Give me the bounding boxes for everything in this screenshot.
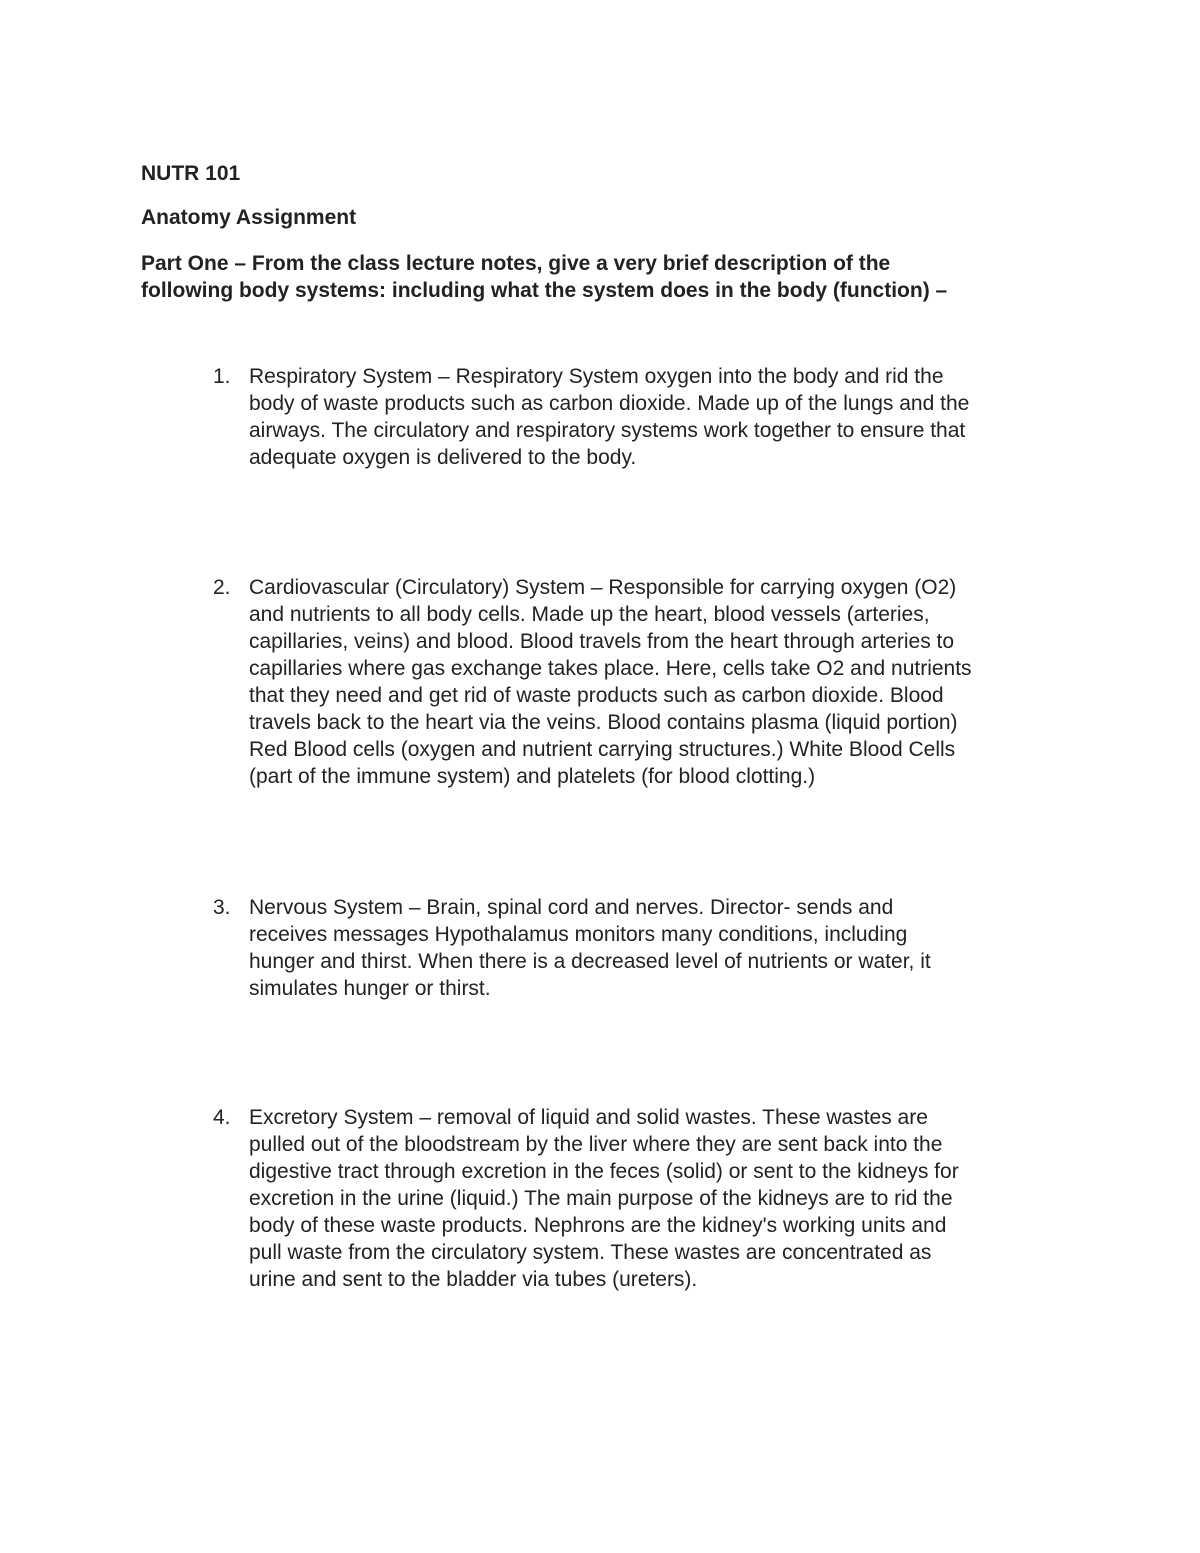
- list-item-text: [249, 894, 1099, 1002]
- list-item-line: pulled out of the bloodstream by the liver where they are sent back into the: [249, 1133, 943, 1156]
- list-item-line: Nervous System – Brain, spinal cord and nerves. Director- sends and: [249, 896, 894, 919]
- list-item-number: 4.: [213, 1106, 231, 1129]
- part-heading-line: following body systems: including what the system does in the body (function) –: [141, 279, 948, 302]
- list-item-line: digestive tract through excretion in the feces (solid) or sent to the kidneys for: [249, 1160, 959, 1183]
- list-item-line: Excretory System – removal of liquid and solid wastes. These wastes are: [249, 1106, 928, 1129]
- list-item-line: (part of the immune system) and platelets (for blood clotting.): [249, 765, 816, 788]
- list-item-line: simulates hunger or thirst.: [249, 977, 491, 1000]
- list-item-line: capillaries where gas exchange takes place. Here, cells take O2 and nutrients: [249, 657, 972, 680]
- list-item-line: that they need and get rid of waste products such as carbon dioxide. Blood: [249, 684, 944, 707]
- list-item-line: Respiratory System – Respiratory System oxygen into the body and rid the: [249, 365, 944, 388]
- course-code: NUTR 101: [141, 162, 241, 185]
- list-item-line: adequate oxygen is delivered to the body.: [249, 446, 637, 469]
- list-item-line: Cardiovascular (Circulatory) System – Responsible for carrying oxygen (O2): [249, 576, 957, 599]
- assignment-title: Anatomy Assignment: [141, 206, 357, 229]
- list-item-line: body of these waste products. Nephrons are the kidney's working units and: [249, 1214, 947, 1237]
- part-heading-line: Part One – From the class lecture notes, give a very brief description of the: [141, 252, 891, 275]
- list-item-line: hunger and thirst. When there is a decreased level of nutrients or water, it: [249, 950, 931, 973]
- list-item-text: [249, 1104, 1099, 1293]
- list-item-text: [249, 574, 1099, 790]
- list-item-number: 2.: [213, 576, 231, 599]
- list-item-line: capillaries, veins) and blood. Blood travels from the heart through arteries to: [249, 630, 955, 653]
- list-item-line: receives messages Hypothalamus monitors many conditions, including: [249, 923, 908, 946]
- list-item-line: body of waste products such as carbon dioxide. Made up of the lungs and the: [249, 392, 970, 415]
- list-item-line: travels back to the heart via the veins. Blood contains plasma (liquid portion): [249, 711, 958, 734]
- list-item-line: pull waste from the circulatory system. These wastes are concentrated as: [249, 1241, 932, 1264]
- list-item-line: Red Blood cells (oxygen and nutrient carrying structures.) White Blood Cells: [249, 738, 956, 761]
- list-item-line: and nutrients to all body cells. Made up the heart, blood vessels (arteries,: [249, 603, 930, 626]
- list-item-number: 3.: [213, 896, 231, 919]
- list-item-line: urine and sent to the bladder via tubes (ureters).: [249, 1268, 698, 1291]
- list-item-number: 1.: [213, 365, 231, 388]
- list-item-line: excretion in the urine (liquid.) The main purpose of the kidneys are to rid the: [249, 1187, 953, 1210]
- list-item-text: [249, 363, 1099, 471]
- list-item-line: airways. The circulatory and respiratory systems work together to ensure that: [249, 419, 966, 442]
- part-one-heading: [141, 250, 1041, 304]
